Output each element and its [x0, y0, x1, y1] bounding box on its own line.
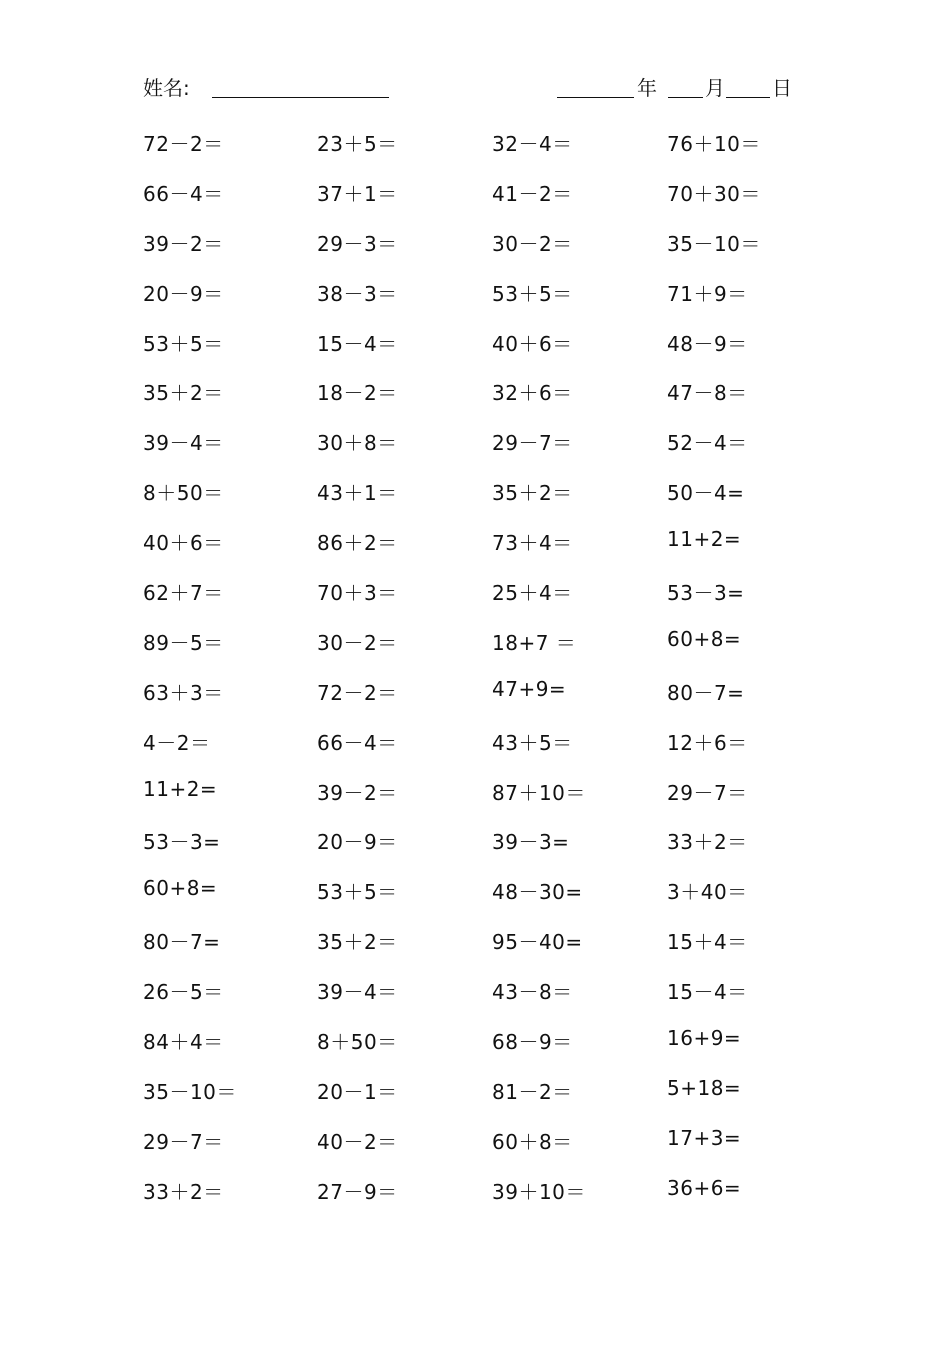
math-problem: 52－4＝ [667, 431, 748, 456]
math-problem: 53＋5＝ [317, 880, 398, 905]
math-problem: 11+2= [667, 527, 742, 552]
problem-row [143, 727, 843, 777]
problem-row [143, 228, 843, 278]
math-problem: 23＋5＝ [317, 132, 398, 156]
name-blank[interactable] [212, 97, 389, 98]
math-problem: 50－4= [667, 481, 745, 506]
problem-row [143, 777, 843, 827]
problem-row [143, 926, 843, 976]
math-problem: 40＋6＝ [492, 331, 573, 356]
math-problem: 62＋7＝ [143, 581, 224, 606]
worksheet-header [0, 72, 950, 102]
math-problem: 29－7＝ [492, 431, 573, 456]
year-label: 年 [637, 76, 657, 100]
math-problem: 15＋4＝ [667, 930, 748, 955]
problem-row [143, 178, 843, 228]
math-problem: 25＋4＝ [492, 581, 573, 606]
math-problem: 87＋10＝ [492, 780, 586, 805]
math-problem: 39＋10＝ [492, 1179, 586, 1204]
math-problem: 41－2＝ [492, 181, 573, 206]
problem-row [143, 627, 843, 677]
problem-row [143, 577, 843, 627]
math-problem: 89－5＝ [143, 630, 224, 655]
math-problem: 3＋40＝ [667, 880, 748, 905]
problem-row [143, 1126, 843, 1176]
math-problem: 18－2＝ [317, 381, 398, 406]
math-problem: 15－4＝ [667, 980, 748, 1005]
problem-row [143, 328, 843, 378]
problem-row [143, 377, 843, 427]
math-problem: 32－4＝ [492, 132, 573, 156]
problem-row [143, 976, 843, 1026]
math-problem: 36+6= [667, 1175, 742, 1200]
month-blank[interactable] [668, 97, 703, 98]
problem-row [143, 1076, 843, 1126]
math-problem: 38－3＝ [317, 281, 398, 306]
math-problem: 17+3= [667, 1125, 742, 1150]
problem-row [143, 876, 843, 926]
math-problem: 68－9＝ [492, 1030, 573, 1055]
math-problem: 39－3= [492, 830, 570, 855]
math-problem: 35＋2＝ [492, 481, 573, 506]
math-problem: 29－3＝ [317, 231, 398, 256]
math-problem: 70＋30＝ [667, 181, 761, 206]
math-problem: 73＋4＝ [492, 531, 573, 556]
math-problem: 35－10＝ [143, 1079, 237, 1104]
problem-row [143, 427, 843, 477]
math-problem: 43＋1＝ [317, 481, 398, 506]
math-problem: 53＋5＝ [492, 281, 573, 306]
math-problem: 8＋50＝ [143, 481, 224, 506]
math-problem: 60+8= [143, 876, 218, 901]
problem-row [143, 677, 843, 727]
math-problem: 30－2＝ [492, 231, 573, 256]
math-problem: 16+9= [667, 1026, 742, 1051]
math-problem: 48－30= [492, 880, 583, 905]
math-problem: 27－9＝ [317, 1179, 398, 1204]
math-problem: 29－7＝ [143, 1129, 224, 1154]
math-problem: 33＋2＝ [143, 1179, 224, 1204]
math-problem: 40＋6＝ [143, 531, 224, 556]
math-problem: 80－7= [143, 930, 221, 955]
math-problem: 26－5＝ [143, 980, 224, 1005]
math-problem: 39－4＝ [143, 431, 224, 456]
math-problem: 71＋9＝ [667, 281, 748, 306]
math-problem: 47+9= [492, 676, 567, 701]
math-problem: 15－4＝ [317, 331, 398, 356]
math-problem: 48－9＝ [667, 331, 748, 356]
math-problem: 35＋2＝ [143, 381, 224, 406]
math-problem: 60+8= [667, 626, 742, 651]
problem-row [143, 1026, 843, 1076]
math-problem: 72－2＝ [143, 132, 224, 156]
math-problem: 39－4＝ [317, 980, 398, 1005]
day-blank[interactable] [726, 97, 770, 98]
problem-row [143, 128, 843, 178]
math-problem: 81－2＝ [492, 1079, 573, 1104]
math-problem: 30－2＝ [317, 630, 398, 655]
math-problem: 5+18= [667, 1075, 742, 1100]
math-problem: 95－40= [492, 930, 583, 955]
math-problem: 37＋1＝ [317, 181, 398, 206]
math-problem: 84＋4＝ [143, 1030, 224, 1055]
problem-row [143, 826, 843, 876]
math-problem: 63＋3＝ [143, 680, 224, 705]
problem-row [143, 477, 843, 527]
math-problem: 29－7＝ [667, 780, 748, 805]
math-problem: 39－2＝ [143, 231, 224, 256]
math-problem: 30＋8＝ [317, 431, 398, 456]
math-problem: 66－4＝ [317, 730, 398, 755]
math-problem: 70＋3＝ [317, 581, 398, 606]
math-problem: 47－8＝ [667, 381, 748, 406]
problem-row [143, 527, 843, 577]
problem-row [143, 1176, 843, 1226]
math-problem: 12＋6＝ [667, 730, 748, 755]
math-problem: 33＋2＝ [667, 830, 748, 855]
math-problem: 35＋2＝ [317, 930, 398, 955]
problem-row [143, 278, 843, 328]
math-problem: 20－9＝ [317, 830, 398, 855]
math-problem: 72－2＝ [317, 680, 398, 705]
math-problem: 86＋2＝ [317, 531, 398, 556]
math-problem: 39－2＝ [317, 780, 398, 805]
math-problem: 53－3= [143, 830, 221, 855]
math-problem: 18+7 ＝ [492, 630, 577, 655]
math-problem: 53＋5＝ [143, 331, 224, 356]
math-problem: 53－3= [667, 581, 745, 606]
month-label: 月 [705, 76, 725, 100]
math-problem: 20－9＝ [143, 281, 224, 306]
day-label: 日 [772, 76, 792, 100]
math-problem: 80－7= [667, 680, 745, 705]
math-problem: 43－8＝ [492, 980, 573, 1005]
math-problem: 11+2= [143, 776, 218, 801]
problem-grid [143, 128, 843, 1226]
math-problem: 32＋6＝ [492, 381, 573, 406]
math-problem: 60＋8＝ [492, 1129, 573, 1154]
math-problem: 66－4＝ [143, 181, 224, 206]
math-problem: 20－1＝ [317, 1079, 398, 1104]
math-problem: 76＋10＝ [667, 132, 761, 156]
year-blank[interactable] [557, 97, 634, 98]
math-problem: 4－2＝ [143, 730, 211, 755]
math-problem: 40－2＝ [317, 1129, 398, 1154]
math-problem: 43＋5＝ [492, 730, 573, 755]
name-label: 姓名: [143, 76, 190, 100]
math-problem: 8＋50＝ [317, 1030, 398, 1055]
math-problem: 35－10＝ [667, 231, 761, 256]
